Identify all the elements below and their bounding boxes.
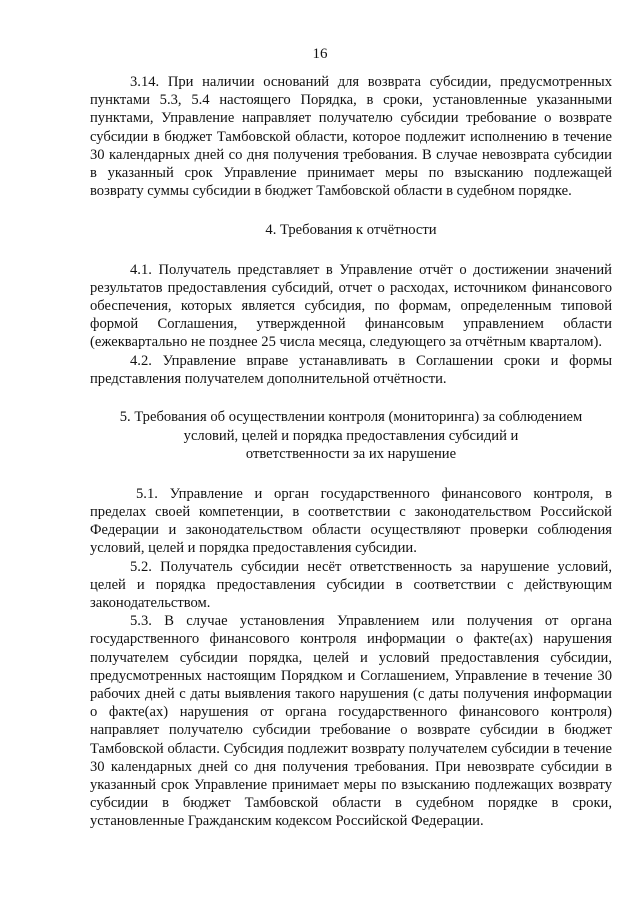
- paragraph-5-3: 5.3. В случае установления Управлением или получения от органа государственного финансового контроля информации о факте(ах) нарушения получателем субсидии порядка, целей и условий предоставления субсидии, предусмотренных настоящим Порядком и Соглашением, Управление в течение 30 рабочих дней с даты выявления такого нарушения (с даты получения информации о факте(ах) нарушения от органа государственного финансового контроля) направляет получателю субсидии требование о возврате субсидии в бюджет Тамбовской области. Субсидия подлежит возврату получателем субсидии в течение 30 календарных дней со дня получения требования. При невозврате субсидии в указанный срок Управление принимает меры по взысканию подлежащих возврату субсидии в бюджет Тамбовской области в судебном порядке в сроки, установленные Гражданским кодексом Российской Федерации.: [90, 613, 612, 830]
- paragraph-3-14: 3.14. При наличии оснований для возврата субсидии, предусмотренных пунктами 5.3, 5.4 настоящего Порядка, в сроки, установленные указанными пунктами, Управление направляет получателю субсидии требование о возврате субсидии в бюджет Тамбовской области, которое подлежит исполнению в течение 30 календарных дней со дня получения требования. В случае невозврата субсидии в указанный срок Управление принимает меры по взысканию подлежащей возврату суммы субсидии в бюджет Тамбовской области в судебном порядке.: [90, 74, 612, 200]
- section-heading-4: 4. Требования к отчётности: [265, 222, 437, 239]
- section-heading-5: [90, 408, 612, 464]
- paragraph-5-1: 5.1. Управление и орган государственного финансового контроля, в пределах своей компетенции, в соответствии с законодательством Российской Федерации и законодательством области осуществляют проверки соблюдения условий, целей и порядка предоставления субсидии.: [90, 485, 612, 557]
- document-body: [90, 73, 612, 831]
- paragraph-4-2: 4.2. Управление вправе устанавливать в Соглашении сроки и формы представления получателем дополнительной отчётности.: [90, 352, 612, 387]
- section-heading-5-line-2: условий, целей и порядка предоставления субсидий и: [183, 427, 519, 444]
- paragraph-5-2: 5.2. Получатель субсидии несёт ответственность за нарушение условий, целей и порядка предоставления субсидии в соответствии с действующим законодательством.: [90, 558, 612, 612]
- page-number: 16: [312, 46, 328, 62]
- section-heading-5-line-3: ответственности за их нарушение: [245, 446, 457, 463]
- section-heading-5-line-1: 5. Требования об осуществлении контроля (мониторинга) за соблюдением: [119, 409, 583, 426]
- paragraph-4-1: 4.1. Получатель представляет в Управление отчёт о достижении значений результатов предоставления субсидий, отчет о расходах, источником финансового обеспечения, которых является субсидия, по формам, определенным типовой формой Соглашения, утвержденной финансовым управлением области (ежеквартально не позднее 25 числа месяца, следующего за отчётным кварталом).: [90, 261, 612, 351]
